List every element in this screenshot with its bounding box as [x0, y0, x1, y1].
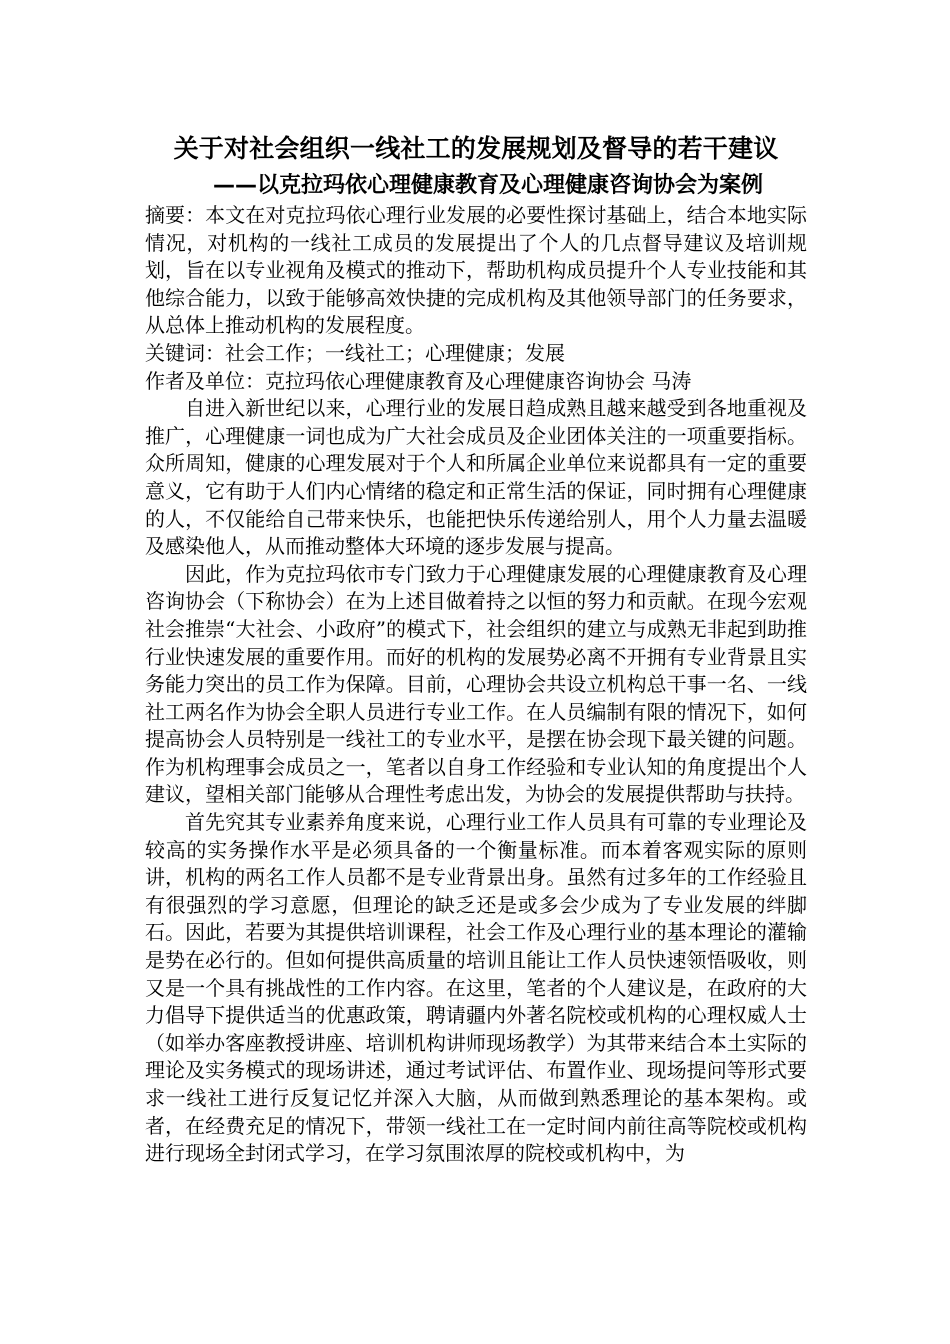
author-affiliation: 作者及单位：克拉玛依心理健康教育及心理健康咨询协会 马涛 [145, 368, 692, 393]
body-paragraph: 首先究其专业素养角度来说，心理行业工作人员具有可靠的专业理论及较高的实务操作水平是必须具备的一个衡量标准。而本着客观实际的原则讲，机构的两名工作人员都不是专业背景出身。虽然有过多年的工作经验且有很强烈的学习意愿，但理论的缺乏还是或多会少成为了专业发展的绊脚石。因此，若要为其提供培训课程，社会工作及心理行业的基本理论的灌输是势在必行的。但如何提供高质量的培训且能让工作人员快速领悟吸收，则又是一个具有挑战性的工作内容。在这里，笔者的个人建议是，在政府的大力倡导下提供适当的优惠政策，聘请疆内外著名院校或机构的心理权威人士（如举办客座教授讲座、培训机构讲师现场教学）为其带来结合本土实际的理论及实务模式的现场讲述，通过考试评估、布置作业、现场提问等形式要求一线社工进行反复记忆并深入大脑，从而做到熟悉理论的基本架构。或者，在经费充足的情况下，带领一线社工在一定时间内前往高等院校或机构进行现场全封闭式学习，在学习氛围浓厚的院校或机构中，为 [145, 810, 807, 1166]
abstract: 摘要：本文在对克拉玛依心理行业发展的必要性探讨基础上，结合本地实际情况，对机构的一线社工成员的发展提出了个人的几点督导建议及培训规划，旨在以专业视角及模式的推动下，帮助机构成员提升个人专业技能和其他综合能力，以致于能够高效快捷的完成机构及其他领导部门的任务要求，从总体上推动机构的发展程度。 [145, 203, 807, 338]
document-subtitle: ——以克拉玛依心理健康教育及心理健康咨询协会为案例 [212, 173, 763, 198]
document-page [145, 128, 807, 1168]
keywords: 关键词：社会工作；一线社工；心理健康；发展 [145, 340, 565, 365]
document-title: 关于对社会组织一线社工的发展规划及督导的若干建议 [173, 134, 779, 163]
body-paragraph: 因此，作为克拉玛依市专门致力于心理健康发展的心理健康教育及心理咨询协会（下称协会）在为上述目做着持之以恒的努力和贡献。在现今宏观社会推崇“大社会、小政府”的模式下，社会组织的建立与成熟无非起到助推行业快速发展的重要作用。而好的机构的发展势必离不开拥有专业背景且实务能力突出的员工作为保障。目前，心理协会共设立机构总干事一名、一线社工两名作为协会全职人员进行专业工作。在人员编制有限的情况下，如何提高协会人员特别是一线社工的专业水平，是摆在协会现下最关键的问题。作为机构理事会成员之一，笔者以自身工作经验和专业认知的角度提出个人建议，望相关部门能够从合理性考虑出发，为协会的发展提供帮助与扶持。 [145, 561, 807, 807]
body-paragraph: 自进入新世纪以来，心理行业的发展日趋成熟且越来越受到各地重视及推广，心理健康一词也成为广大社会成员及企业团体关注的一项重要指标。众所周知，健康的心理发展对于个人和所属企业单位来说都具有一定的重要意义，它有助于人们内心情绪的稳定和正常生活的保证，同时拥有心理健康的人，不仅能给自己带来快乐，也能把快乐传递给别人，用个人力量去温暖及感染他人，从而推动整体大环境的逐步发展与提高。 [145, 396, 807, 559]
